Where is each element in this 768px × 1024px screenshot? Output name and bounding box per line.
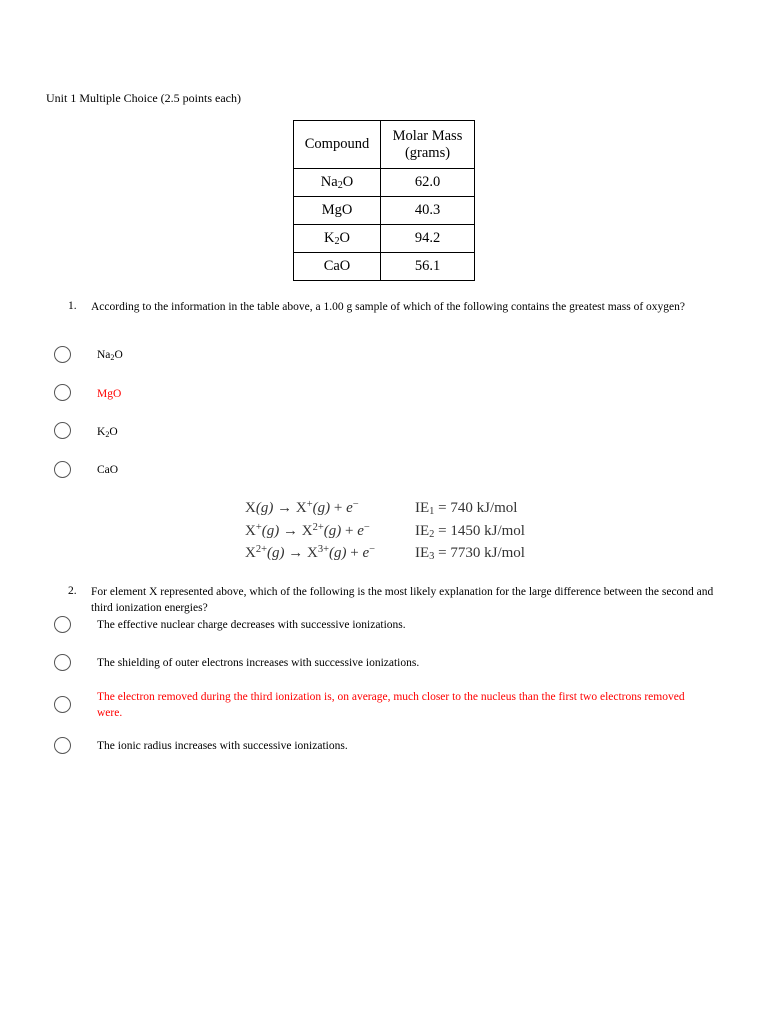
header-compound: Compound bbox=[294, 121, 381, 169]
table-row bbox=[294, 197, 475, 225]
q2-option-a-radio[interactable] bbox=[54, 616, 71, 633]
q2-option-b-radio[interactable] bbox=[54, 654, 71, 671]
q1-option-d-label: CaO bbox=[97, 464, 119, 476]
ionization-energy-2: $IE_2 = 1450$ kJ/mol bbox=[415, 523, 525, 540]
q1-option-b-label: MgO bbox=[97, 388, 122, 400]
cell-mass: 62.0 bbox=[381, 169, 475, 197]
header-molar-mass-line2: (grams) bbox=[404, 144, 451, 161]
q1-option-c-radio[interactable] bbox=[54, 422, 71, 439]
q2-option-c-label: The electron removed during the third ionization is, on average, much closer to the nucleus than the first two electrons removed were. bbox=[97, 691, 685, 719]
page-title: Unit 1 Multiple Choice (2.5 points each) bbox=[46, 91, 241, 105]
table-header-row bbox=[294, 121, 475, 169]
cell-mass: 56.1 bbox=[381, 253, 475, 281]
question-1-number: 1. bbox=[68, 300, 77, 312]
cell-compound: MgO bbox=[294, 197, 381, 225]
question-1-text: According to the information in the table above, a 1.00 g sample of which of the following contains the greatest mass of oxygen? bbox=[91, 301, 686, 313]
table-row bbox=[294, 169, 475, 197]
q2-option-c-radio[interactable] bbox=[54, 696, 71, 713]
table-row bbox=[294, 253, 475, 281]
cell-compound: $K_2O$ bbox=[294, 225, 381, 253]
header-molar-mass bbox=[381, 121, 475, 169]
q2-option-d-label: The ionic radius increases with successive ionizations. bbox=[97, 740, 348, 752]
q1-option-a-radio[interactable] bbox=[54, 346, 71, 363]
question-2-number: 2. bbox=[68, 585, 77, 597]
cell-mass: 94.2 bbox=[381, 225, 475, 253]
question-2-text: For element X represented above, which of the following is the most likely explanation for the large difference between the second and third ionization energies? bbox=[91, 586, 714, 614]
cell-compound: $Na_2O$ bbox=[294, 169, 381, 197]
q1-option-a-label: $Na_2O$ bbox=[97, 349, 123, 362]
cell-mass: 40.3 bbox=[381, 197, 475, 225]
header-molar-mass-line1: Molar Mass bbox=[392, 127, 463, 144]
equation-reaction-1: X(g) → X+(g) + e− bbox=[245, 499, 359, 516]
q1-option-b-radio[interactable] bbox=[54, 384, 71, 401]
q2-option-b-label: The shielding of outer electrons increases with successive ionizations. bbox=[97, 657, 420, 669]
table-row bbox=[294, 225, 475, 253]
ionization-energy-1: $IE_1 = 740$ kJ/mol bbox=[415, 500, 518, 517]
equation-reaction-2: $X^+(g) \to X^{2+}(g) + e^-$ bbox=[245, 522, 370, 539]
q1-option-c-label: $K_2O$ bbox=[97, 426, 118, 439]
q1-option-d-radio[interactable] bbox=[54, 461, 71, 478]
q2-option-a-label: The effective nuclear charge decreases with successive ionizations. bbox=[97, 619, 406, 631]
cell-compound: CaO bbox=[294, 253, 381, 281]
q2-option-d-radio[interactable] bbox=[54, 737, 71, 754]
molar-mass-table bbox=[293, 120, 475, 281]
equation-reaction-3: $X^{2+}(g) \to X^{3+}(g) + e^-$ bbox=[245, 544, 376, 561]
ionization-energy-3: $IE_3 = 7730$ kJ/mol bbox=[415, 545, 525, 562]
